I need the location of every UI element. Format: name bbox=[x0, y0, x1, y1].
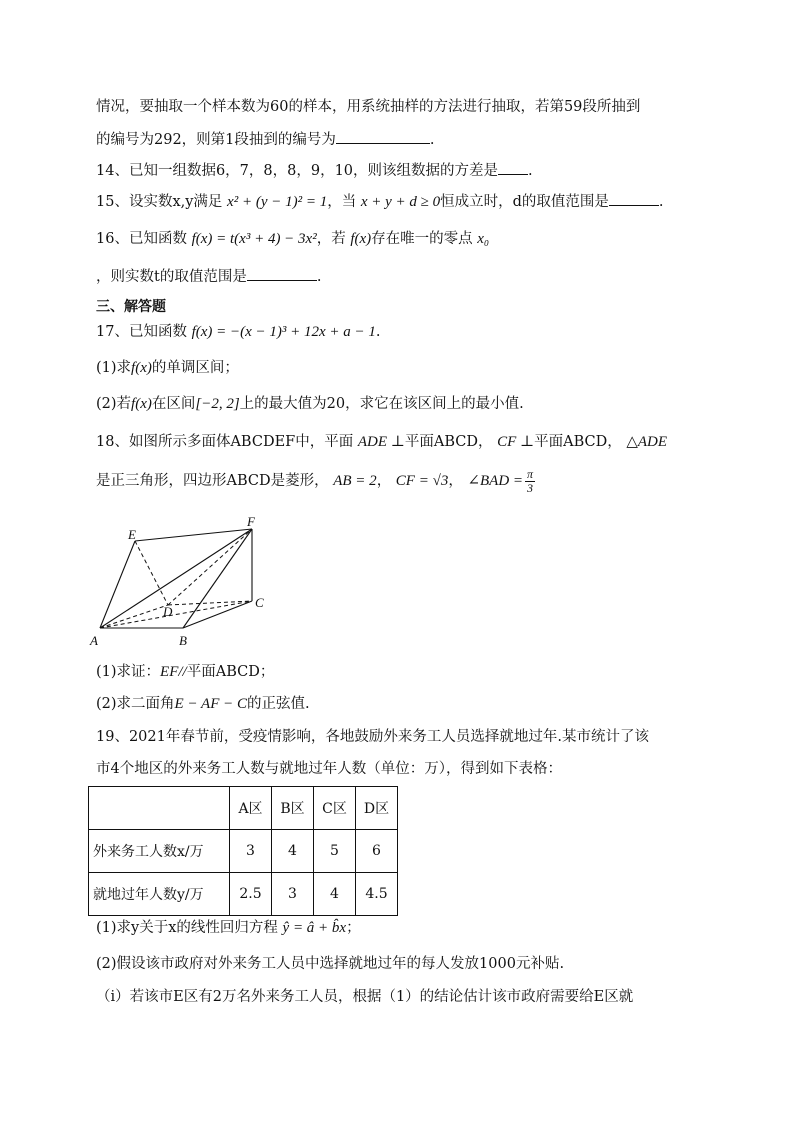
q18-p2-m: E − AF − C bbox=[174, 696, 248, 712]
q17-p2-mid: 在区间 bbox=[151, 396, 196, 412]
q18-l2-t1: 是正三角形，四边形ABCD是菱形， bbox=[96, 473, 329, 489]
q18-p1-prefix: (1)求证： bbox=[96, 664, 161, 680]
q16-end: . bbox=[316, 269, 322, 285]
q18-l2-m1: AB = 2 bbox=[333, 473, 377, 489]
table-header-cell: D区 bbox=[356, 787, 398, 830]
table-cell: 3 bbox=[272, 873, 314, 916]
q18-p1-suffix: 平面ABCD； bbox=[186, 664, 275, 680]
q15-mid: ，当 bbox=[327, 194, 357, 210]
edge-DF bbox=[168, 529, 252, 605]
q18-p1-m: EF// bbox=[160, 664, 187, 680]
q16-prefix: 16、已知函数 bbox=[96, 231, 187, 247]
q17-p2-suffix: 上的最大值为20，求它在该区间上的最小值. bbox=[239, 396, 524, 412]
q15-suffix: 恒成立时，d的取值范围是 bbox=[440, 194, 609, 210]
label-D: D bbox=[163, 604, 173, 619]
q16-fx: f(x) bbox=[350, 231, 372, 247]
q15 bbox=[96, 191, 664, 212]
q13-line2 bbox=[96, 129, 435, 150]
q19-part2: (2)假设该市政府对外来务工人员中选择就地过年的每人发放1000元补贴. bbox=[96, 956, 565, 972]
q16-line1 bbox=[96, 229, 489, 249]
table-row bbox=[89, 830, 398, 873]
edge-BF bbox=[183, 529, 252, 628]
table-cell: 4 bbox=[314, 873, 356, 916]
label-E: E bbox=[128, 527, 136, 542]
q14-end: . bbox=[528, 163, 533, 179]
q18-p2-suffix: 的正弦值. bbox=[247, 696, 310, 712]
table-cell: 3 bbox=[230, 830, 272, 873]
q19-p1-prefix: (1)求y关于x的线性回归方程 bbox=[96, 920, 278, 936]
q18-p2-prefix: (2)求二面角 bbox=[96, 696, 175, 712]
q19-line2: 市4个地区的外来务工人数与就地过年人数（单位：万），得到如下表格： bbox=[96, 761, 562, 777]
q15-end: . bbox=[658, 194, 664, 210]
q13-line1: 情况，要抽取一个样本数为60的样本，用系统抽样的方法进行抽取，若第59段所抽到 bbox=[96, 99, 641, 115]
fraction-numerator: π bbox=[527, 466, 534, 481]
q16-line2-text: ，则实数t的取值范围是 bbox=[96, 269, 247, 285]
table-cell: 4.5 bbox=[356, 873, 398, 916]
q13-line2-end: . bbox=[429, 132, 435, 148]
label-F: F bbox=[247, 514, 255, 529]
q17-p1-suffix: 的单调区间； bbox=[151, 360, 239, 376]
q18-l1-t1: 平面ABCD， bbox=[404, 434, 493, 450]
q19-p1-equation: ŷ = â + b̂x bbox=[282, 920, 347, 936]
q13-line2-text: 的编号为292，则第1段抽到的编号为 bbox=[96, 132, 336, 148]
fraction-denominator: 3 bbox=[527, 480, 534, 495]
table-header-cell bbox=[89, 787, 230, 830]
q17-part1 bbox=[96, 358, 239, 378]
q18-line1 bbox=[96, 432, 667, 452]
q15-condition: x + y + d ≥ 0 bbox=[360, 194, 441, 210]
q17-p1-fx: f(x) bbox=[131, 360, 152, 376]
q16-function: f(x) = t(x³ + 4) − 3x² bbox=[191, 231, 317, 247]
table-row bbox=[89, 873, 398, 916]
q15-prefix: 15、设实数x,y满足 bbox=[96, 194, 223, 210]
q18-l2-m2: CF = √3 bbox=[395, 473, 449, 489]
q18-l2-t2: ， bbox=[376, 473, 392, 489]
q17-p1-prefix: (1)求 bbox=[96, 360, 132, 376]
answer-blank bbox=[498, 160, 528, 175]
answer-blank bbox=[609, 191, 659, 206]
q14-text: 14、已知一组数据6，7，8，8，9，10，则该组数据的方差是 bbox=[96, 163, 499, 179]
q19-part1 bbox=[96, 918, 361, 938]
label-A: A bbox=[90, 633, 98, 648]
table-header-cell: C区 bbox=[314, 787, 356, 830]
edge-AD bbox=[100, 605, 168, 628]
table-cell: 4 bbox=[272, 830, 314, 873]
section-heading: 三、解答题 bbox=[96, 299, 166, 315]
q18-l1-prefix: 18、如图所示多面体ABCDEF中，平面 bbox=[96, 434, 354, 450]
q18-part2 bbox=[96, 694, 310, 714]
angle-fraction bbox=[525, 468, 535, 495]
q17-p2-prefix: (2)若 bbox=[96, 396, 132, 412]
table-cell: 2.5 bbox=[230, 873, 272, 916]
q17-function: f(x) = −(x − 1)³ + 12x + a − 1 bbox=[191, 324, 376, 340]
q18-part1 bbox=[96, 662, 274, 682]
edge-AE bbox=[100, 541, 135, 628]
edge-ED bbox=[135, 541, 168, 605]
edge-BC bbox=[183, 601, 252, 628]
data-table bbox=[88, 786, 398, 916]
table-header-cell: B区 bbox=[272, 787, 314, 830]
label-C: C bbox=[255, 595, 264, 610]
label-B: B bbox=[179, 633, 187, 648]
q19-part2-i: （ⅰ）若该市E区有2万名外来务工人员，根据（1）的结论估计该市政府需要给E区就 bbox=[96, 989, 634, 1005]
q15-equation: x² + (y − 1)² = 1 bbox=[227, 194, 328, 210]
q17-end: . bbox=[375, 324, 381, 340]
q18-l1-m2: CF ⊥ bbox=[497, 434, 535, 450]
answer-blank bbox=[247, 266, 317, 281]
q18-line2 bbox=[96, 466, 535, 496]
edge-AF bbox=[100, 529, 252, 628]
q16-line2 bbox=[96, 266, 321, 287]
q17-part2 bbox=[96, 394, 524, 414]
q18-l1-m3: △ADE bbox=[626, 434, 668, 450]
q18-l2-t3: ， bbox=[448, 473, 463, 489]
q17-p2-fx: f(x) bbox=[131, 396, 152, 412]
table-header-cell: A区 bbox=[230, 787, 272, 830]
table-cell: 5 bbox=[314, 830, 356, 873]
q18-l1-t2: 平面ABCD， bbox=[534, 434, 622, 450]
q17-prefix: 17、已知函数 bbox=[96, 324, 187, 340]
q18-l2-m3: ∠BAD = bbox=[467, 473, 524, 489]
q17-p2-interval: [−2, 2] bbox=[195, 396, 240, 412]
table-row-label: 就地过年人数y/万 bbox=[89, 873, 230, 916]
polyhedron-figure bbox=[88, 512, 288, 650]
q16-suffix: 存在唯一的零点 bbox=[371, 231, 473, 247]
edge-EF bbox=[135, 529, 252, 541]
q16-x0: x₀ bbox=[477, 231, 490, 247]
q16-mid: ，若 bbox=[316, 231, 346, 247]
q19-line1: 19、2021年春节前，受疫情影响，各地鼓励外来务工人员选择就地过年.某市统计了该 bbox=[96, 729, 649, 745]
table-row-label: 外来务工人数x/万 bbox=[89, 830, 230, 873]
table-cell: 6 bbox=[356, 830, 398, 873]
table-header-row bbox=[89, 787, 398, 830]
q19-p1-suffix: ； bbox=[346, 920, 361, 936]
q18-l1-m1: ADE ⊥ bbox=[357, 434, 405, 450]
q17-stem bbox=[96, 322, 381, 342]
answer-blank bbox=[336, 129, 430, 144]
q14 bbox=[96, 160, 533, 181]
